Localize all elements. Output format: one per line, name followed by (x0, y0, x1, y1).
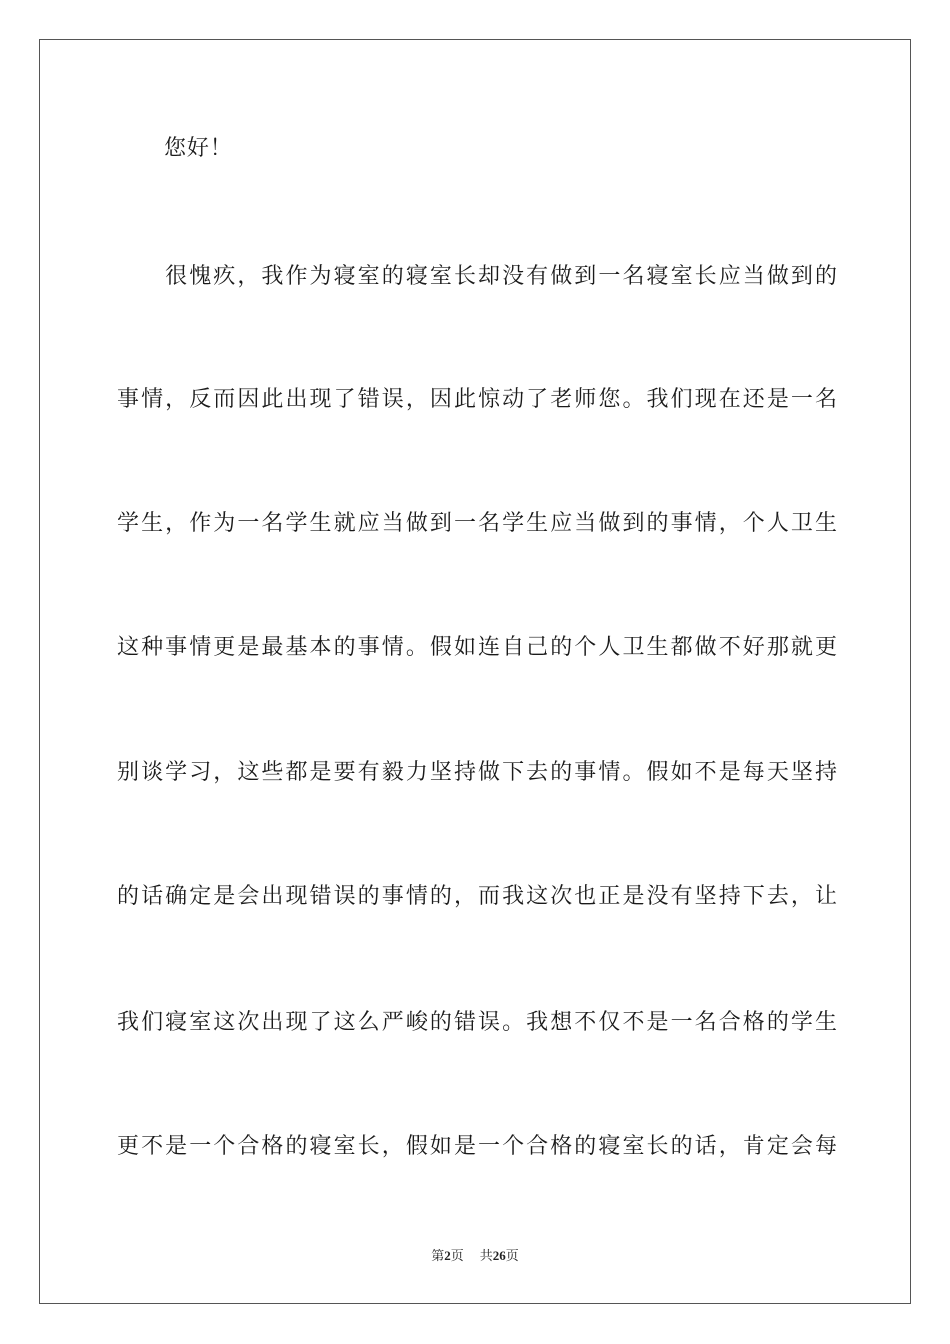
greeting-line: 您好！ (164, 136, 233, 161)
body-line-7: 我们寝室这次出现了这么严峻的错误。我想不仅不是一名合格的学生 (117, 1010, 837, 1035)
page-unit: 页 (450, 1248, 464, 1263)
page-prefix: 第 (431, 1248, 445, 1263)
total-page-count: 26 (492, 1248, 506, 1263)
body-line-6: 的话确定是会出现错误的事情的，而我这次也正是没有坚持下去，让 (117, 884, 837, 909)
body-line-8: 更不是一个合格的寝室长，假如是一个合格的寝室长的话，肯定会每 (117, 1134, 837, 1159)
page-border (39, 39, 911, 1304)
total-prefix: 共 (479, 1248, 493, 1263)
body-line-4: 这种事情更是最基本的事情。假如连自己的个人卫生都做不好那就更 (117, 635, 837, 660)
body-line-1: 很愧疚，我作为寝室的寝室长却没有做到一名寝室长应当做到的 (117, 264, 837, 289)
body-line-3: 学生，作为一名学生就应当做到一名学生应当做到的事情，个人卫生 (117, 511, 837, 536)
current-page-number: 2 (444, 1248, 451, 1263)
body-line-2: 事情，反而因此出现了错误，因此惊动了老师您。我们现在还是一名 (117, 387, 837, 412)
total-unit: 页 (505, 1248, 519, 1263)
page-footer (0, 1247, 950, 1265)
body-line-5: 别谈学习，这些都是要有毅力坚持做下去的事情。假如不是每天坚持 (117, 760, 837, 785)
